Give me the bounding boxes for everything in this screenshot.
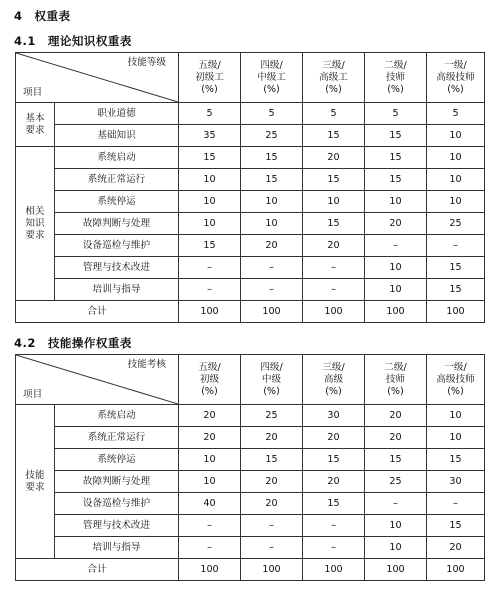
table-row [16, 147, 485, 169]
total-value-cell: 100 [241, 559, 303, 581]
total-value-cell: 100 [241, 301, 303, 323]
value-cell: 10 [179, 213, 241, 235]
group-label-line: 知识 [25, 217, 45, 229]
level-header-line: 技师 [385, 71, 406, 83]
group-label-line: 技能 [25, 469, 45, 481]
level-header-line: (%) [263, 83, 280, 95]
total-value-cell: 100 [427, 559, 485, 581]
row-label: 系统正常运行 [55, 427, 179, 449]
row-label: 故障判断与处理 [55, 213, 179, 235]
table-row [16, 257, 485, 279]
value-cell: 15 [303, 169, 365, 191]
corner-bottom-label: 项目 [23, 389, 43, 400]
corner-bottom-label: 项目 [23, 87, 43, 98]
table-row [16, 103, 485, 125]
value-cell: 10 [179, 471, 241, 493]
value-cell: 15 [303, 493, 365, 515]
value-cell: – [241, 537, 303, 559]
table-row [16, 169, 485, 191]
value-cell: – [241, 279, 303, 301]
value-cell: – [303, 279, 365, 301]
value-cell: 20 [365, 213, 427, 235]
total-value-cell: 100 [427, 301, 485, 323]
value-cell: 5 [241, 103, 303, 125]
level-header-line: 高级技师 [436, 71, 475, 83]
level-header-line: (%) [325, 83, 342, 95]
row-label: 系统启动 [55, 405, 179, 427]
level-header-line: 二级/ [384, 59, 407, 71]
value-cell: 20 [179, 405, 241, 427]
table-row [16, 515, 485, 537]
row-label: 系统停运 [55, 449, 179, 471]
row-label: 系统停运 [55, 191, 179, 213]
row-label: 培训与指导 [55, 537, 179, 559]
value-cell: 15 [241, 147, 303, 169]
value-cell: 15 [303, 125, 365, 147]
header-row [16, 355, 485, 405]
value-cell: 10 [427, 427, 485, 449]
level-header-line: 三级/ [322, 361, 345, 373]
row-label: 系统正常运行 [55, 169, 179, 191]
table-row [16, 279, 485, 301]
value-cell: 10 [303, 191, 365, 213]
value-cell: 15 [427, 449, 485, 471]
skill-weight-table [15, 354, 485, 581]
value-cell: 10 [365, 515, 427, 537]
value-cell: 15 [365, 125, 427, 147]
level-header-line: 高级技师 [436, 373, 475, 385]
value-cell: 20 [427, 537, 485, 559]
table-row [16, 471, 485, 493]
value-cell: 5 [427, 103, 485, 125]
level-header [427, 53, 485, 103]
value-cell: – [303, 515, 365, 537]
value-cell: – [365, 493, 427, 515]
level-header [241, 355, 303, 405]
level-header-line: 中级工 [257, 71, 286, 83]
value-cell: 10 [427, 191, 485, 213]
value-cell: 20 [241, 471, 303, 493]
level-header-line: (%) [447, 83, 464, 95]
total-value-cell: 100 [179, 559, 241, 581]
group-label-line: 要求 [25, 481, 45, 493]
value-cell: 35 [179, 125, 241, 147]
level-header [241, 53, 303, 103]
level-header-line: 五级/ [198, 361, 221, 373]
table-row [16, 191, 485, 213]
table1-title: 4.1 理论知识权重表 [14, 34, 132, 48]
total-value-cell: 100 [303, 301, 365, 323]
row-label: 职业道德 [55, 103, 179, 125]
group-label-line: 相关 [25, 205, 45, 217]
value-cell: 10 [179, 449, 241, 471]
value-cell: – [179, 537, 241, 559]
level-header-line: 四级/ [260, 361, 283, 373]
value-cell: 15 [303, 449, 365, 471]
value-cell: 20 [303, 427, 365, 449]
row-label: 基础知识 [55, 125, 179, 147]
level-header-line: 初级工 [195, 71, 224, 83]
value-cell: 10 [427, 405, 485, 427]
value-cell: 10 [427, 169, 485, 191]
table-row [16, 235, 485, 257]
value-cell: 25 [241, 405, 303, 427]
total-value-cell: 100 [365, 301, 427, 323]
value-cell: 15 [241, 169, 303, 191]
corner-cell [16, 53, 179, 103]
group-cell [16, 147, 55, 301]
group-cell [16, 103, 55, 147]
value-cell: 15 [427, 515, 485, 537]
level-header-line: (%) [387, 83, 404, 95]
value-cell: 20 [241, 493, 303, 515]
row-label: 设备巡检与维护 [55, 235, 179, 257]
table-row [16, 405, 485, 427]
value-cell: 25 [365, 471, 427, 493]
value-cell: 25 [241, 125, 303, 147]
level-header-line: 中级 [261, 373, 282, 385]
level-header [179, 53, 241, 103]
level-header-line: (%) [201, 385, 218, 397]
value-cell: 10 [365, 191, 427, 213]
value-cell: – [179, 279, 241, 301]
value-cell: 10 [365, 537, 427, 559]
value-cell: – [365, 235, 427, 257]
level-header [365, 355, 427, 405]
total-label: 合计 [16, 559, 179, 581]
value-cell: 5 [303, 103, 365, 125]
value-cell: 15 [427, 279, 485, 301]
level-header-line: 技师 [385, 373, 406, 385]
level-header-line: (%) [201, 83, 218, 95]
value-cell: – [427, 235, 485, 257]
value-cell: 10 [179, 169, 241, 191]
level-header [303, 53, 365, 103]
value-cell: 20 [303, 471, 365, 493]
value-cell: 10 [179, 191, 241, 213]
level-header-line: 高级 [323, 373, 344, 385]
row-label: 培训与指导 [55, 279, 179, 301]
value-cell: – [179, 257, 241, 279]
value-cell: 15 [365, 147, 427, 169]
total-row [16, 301, 485, 323]
row-label: 管理与技术改进 [55, 515, 179, 537]
value-cell: 25 [427, 213, 485, 235]
level-header-line: (%) [263, 385, 280, 397]
table-row [16, 125, 485, 147]
value-cell: 20 [241, 235, 303, 257]
total-label: 合计 [16, 301, 179, 323]
value-cell: 10 [241, 213, 303, 235]
value-cell: 15 [365, 169, 427, 191]
value-cell: 10 [427, 147, 485, 169]
value-cell: 20 [303, 235, 365, 257]
row-label: 管理与技术改进 [55, 257, 179, 279]
value-cell: 20 [365, 405, 427, 427]
value-cell: 15 [303, 213, 365, 235]
group-label-line: 要求 [25, 124, 45, 136]
value-cell: 5 [365, 103, 427, 125]
level-header-line: (%) [325, 385, 342, 397]
value-cell: 10 [365, 279, 427, 301]
level-header [365, 53, 427, 103]
total-row [16, 559, 485, 581]
value-cell: 20 [179, 427, 241, 449]
table-row [16, 427, 485, 449]
value-cell: – [303, 257, 365, 279]
level-header-line: 一级/ [444, 59, 467, 71]
level-header-line: 五级/ [198, 59, 221, 71]
table-row [16, 493, 485, 515]
section-title: 4 权重表 [14, 9, 71, 23]
value-cell: 30 [427, 471, 485, 493]
value-cell: 15 [241, 449, 303, 471]
level-header [179, 355, 241, 405]
value-cell: 15 [179, 147, 241, 169]
header-row [16, 53, 485, 103]
level-header-line: 一级/ [444, 361, 467, 373]
group-label-line: 要求 [25, 229, 45, 241]
value-cell: – [179, 515, 241, 537]
value-cell: 20 [303, 147, 365, 169]
level-header [303, 355, 365, 405]
total-value-cell: 100 [303, 559, 365, 581]
group-label-line: 基本 [25, 112, 45, 124]
value-cell: 15 [427, 257, 485, 279]
row-label: 系统启动 [55, 147, 179, 169]
value-cell: – [427, 493, 485, 515]
value-cell: 40 [179, 493, 241, 515]
level-header-line: 高级工 [319, 71, 348, 83]
level-header-line: 四级/ [260, 59, 283, 71]
table-row [16, 537, 485, 559]
value-cell: 10 [427, 125, 485, 147]
level-header [427, 355, 485, 405]
value-cell: 15 [179, 235, 241, 257]
value-cell: 30 [303, 405, 365, 427]
table-row [16, 213, 485, 235]
table-row [16, 449, 485, 471]
value-cell: 20 [365, 427, 427, 449]
value-cell: – [241, 515, 303, 537]
value-cell: – [241, 257, 303, 279]
corner-cell [16, 355, 179, 405]
table2-title: 4.2 技能操作权重表 [14, 336, 132, 350]
value-cell: 5 [179, 103, 241, 125]
value-cell: 15 [365, 449, 427, 471]
row-label: 故障判断与处理 [55, 471, 179, 493]
value-cell: 10 [241, 191, 303, 213]
row-label: 设备巡检与维护 [55, 493, 179, 515]
value-cell: 10 [365, 257, 427, 279]
total-value-cell: 100 [365, 559, 427, 581]
corner-top-label: 技能考核 [127, 359, 166, 370]
level-header-line: 三级/ [322, 59, 345, 71]
group-cell [16, 405, 55, 559]
total-value-cell: 100 [179, 301, 241, 323]
level-header-line: 二级/ [384, 361, 407, 373]
value-cell: 20 [241, 427, 303, 449]
corner-top-label: 技能等级 [127, 57, 166, 68]
level-header-line: 初级 [199, 373, 220, 385]
level-header-line: (%) [387, 385, 404, 397]
level-header-line: (%) [447, 385, 464, 397]
value-cell: – [303, 537, 365, 559]
theory-weight-table [15, 52, 485, 323]
